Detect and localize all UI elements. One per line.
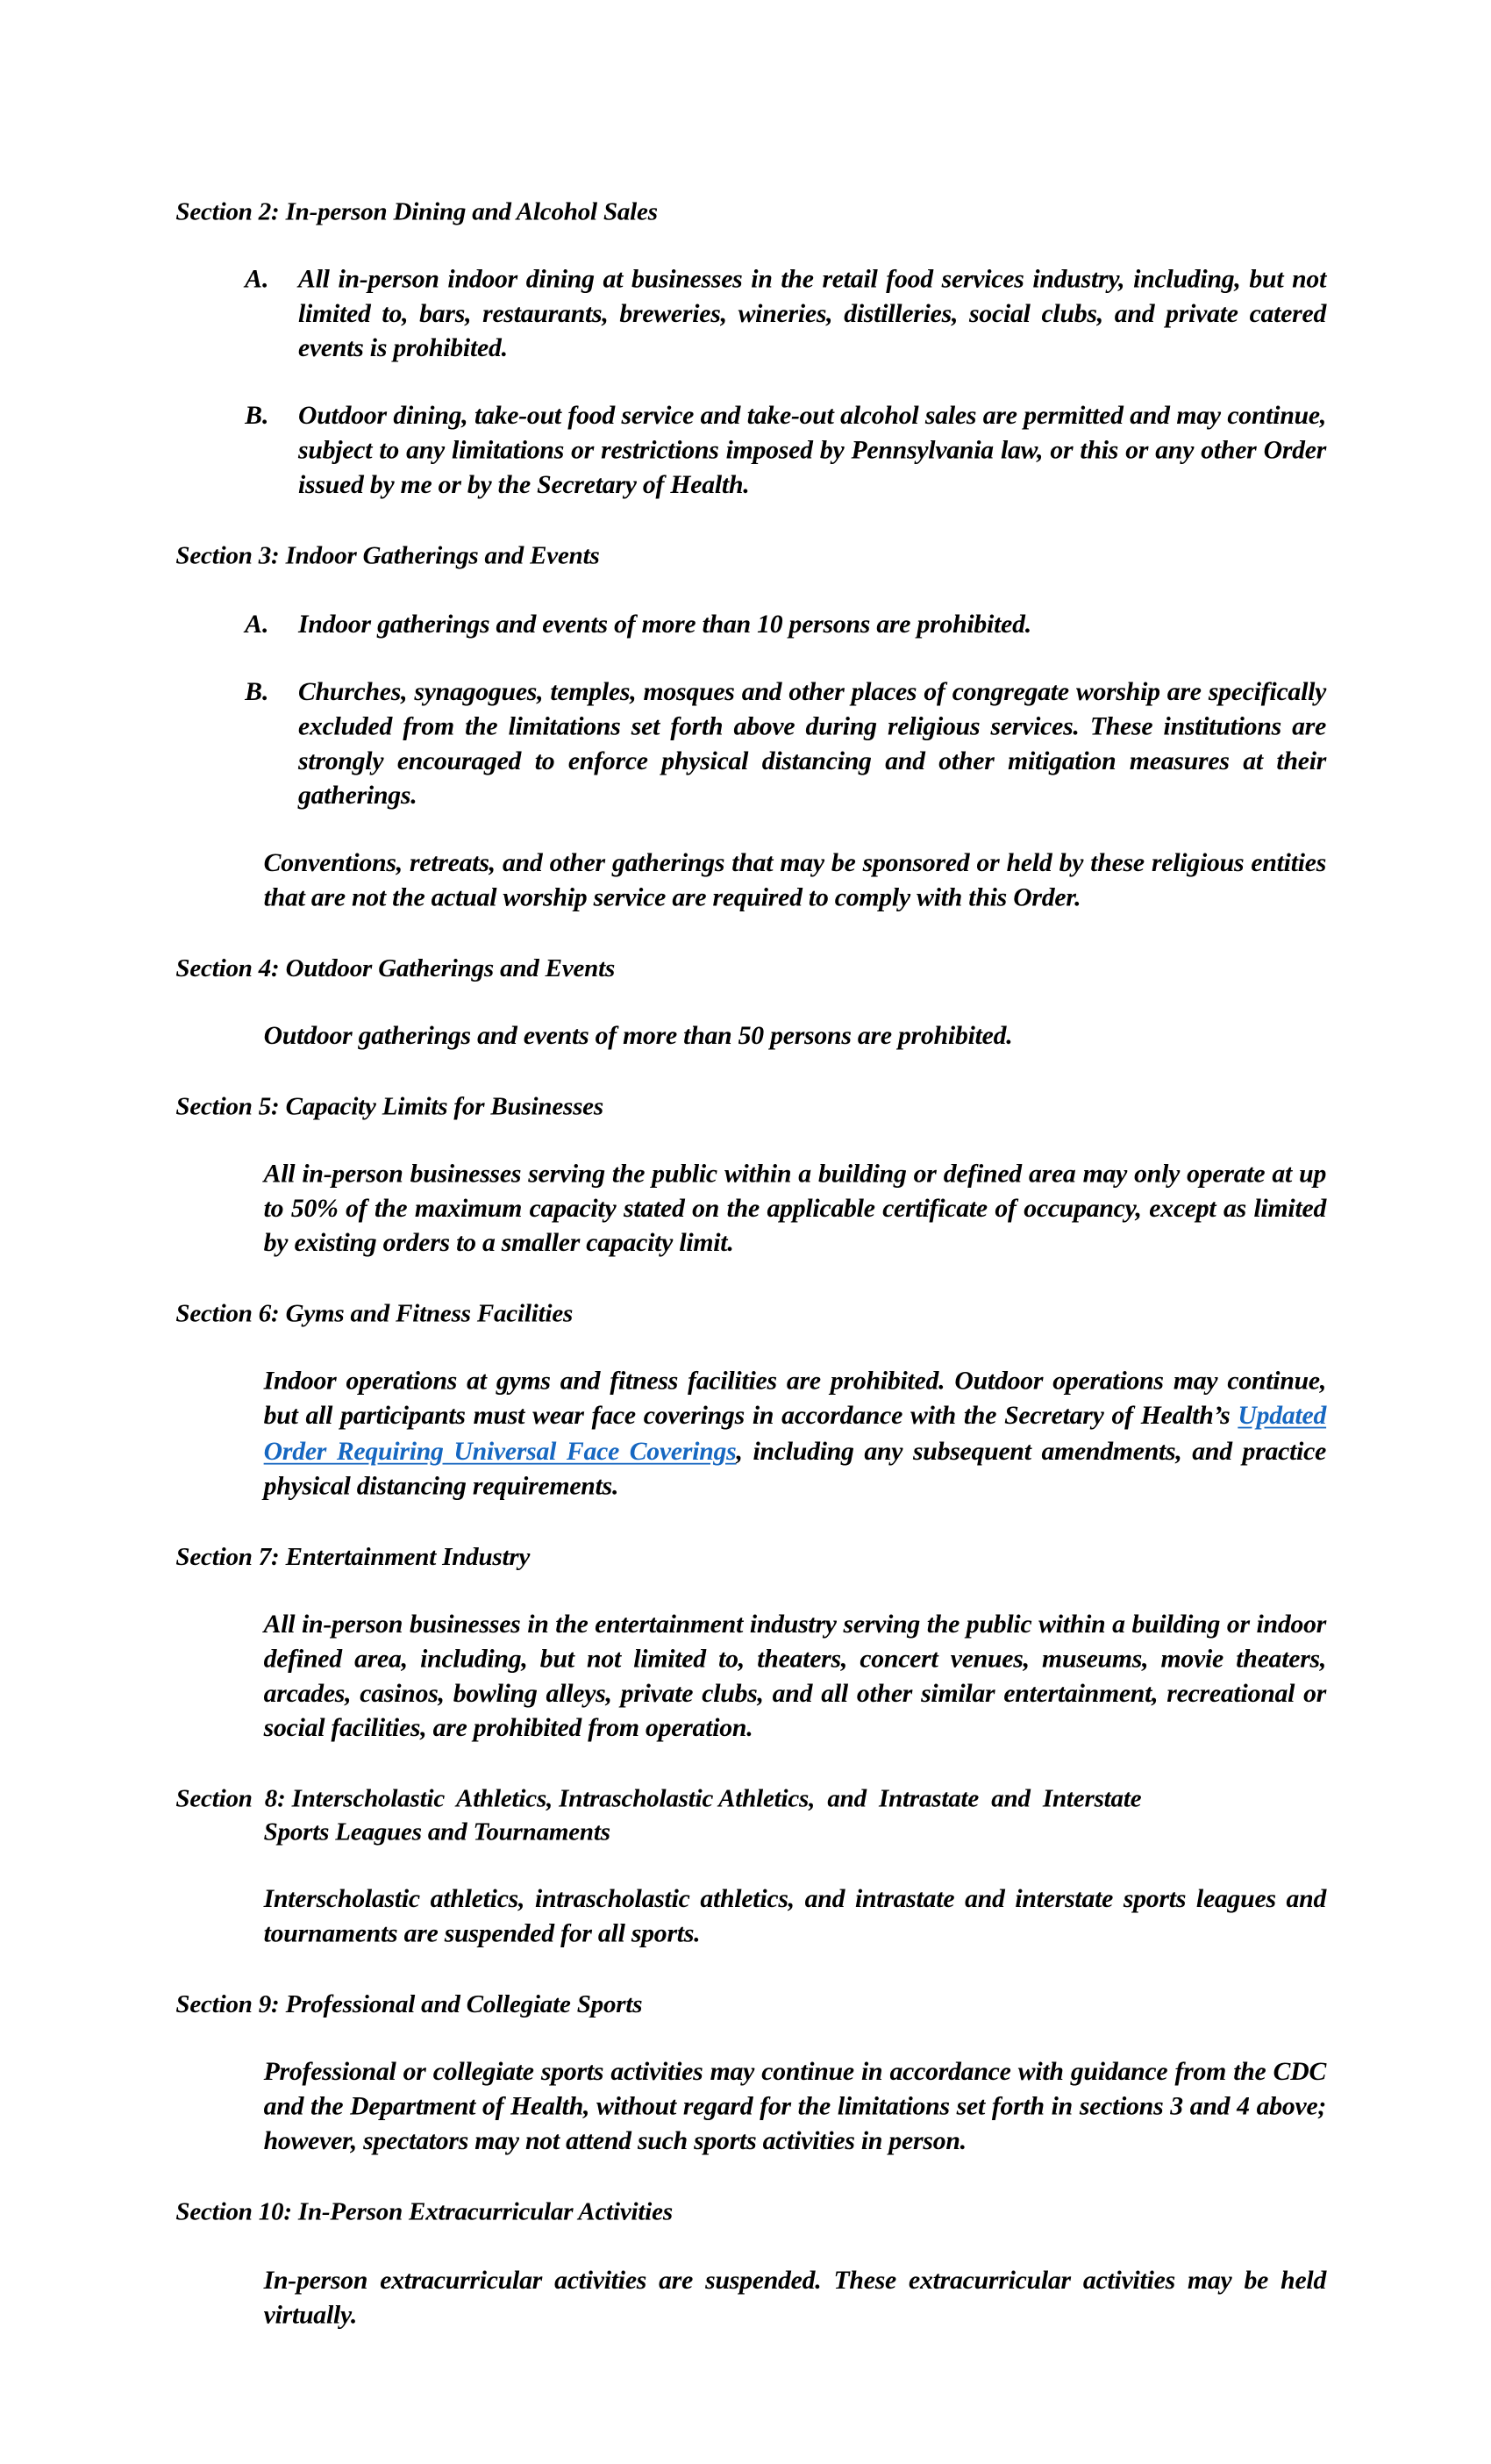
section-7-body: All in-person businesses in the entertainment industry serving the public within a building or indoor defined area, including, but not limited to, theaters, concert venues, museums, movie theaters, arcades, casinos, bowling alleys, private clubs, and all other similar entertainment, recreational or social facilities, are prohibited from operation. (263, 1608, 1327, 1743)
section-5-heading: Section 5: Capacity Limits for Businesses (175, 1092, 603, 1121)
spacer (175, 1574, 1326, 1607)
section-6-heading: Section 6: Gyms and Fitness Facilities (175, 1300, 574, 1329)
section-8-body: Interscholastic athletics, intrascholastic athletics, and intrastate and interstate sports leagues and tournaments are suspended for all sports. (263, 1883, 1327, 1948)
section-10-body: In-person extracurricular activities are suspended. These extracurricular activities may be held virtually. (263, 2264, 1327, 2329)
section-9-heading: Section 9: Professional and Collegiate Sports (175, 1990, 643, 2019)
spacer (175, 813, 1326, 846)
section-2-item-b (245, 399, 1326, 503)
section-4-body: Outdoor gatherings and events of more than 50 persons are prohibited. (263, 1020, 1013, 1051)
spacer (175, 986, 1326, 1019)
section-3-item-b (245, 675, 1326, 813)
spacer (175, 641, 1326, 675)
section-6-text-before-link: Indoor operations at gyms and fitness facilities are prohibited. Outdoor operations may continue, but all participants must wear face coverings in accordance with the Secretary of Health’s (263, 1366, 1327, 1431)
section-2-heading: Section 2: In-person Dining and Alcohol Sales (175, 197, 658, 226)
spacer (175, 1849, 1326, 1882)
list-marker: B. (245, 675, 269, 706)
section-10-heading: Section 10: In-Person Extracurricular Activities (175, 2198, 673, 2227)
updated-face-coverings-order-link[interactable]: Updated Order Requiring Universal Face Coverings (263, 1400, 1327, 1466)
section-3-heading: Section 3: Indoor Gatherings and Events (175, 542, 600, 571)
list-marker: B. (245, 400, 269, 431)
list-item-text: Indoor gatherings and events of more than 10 persons are prohibited. (298, 608, 1031, 639)
spacer (175, 1053, 1326, 1091)
section-4-heading: Section 4: Outdoor Gatherings and Events (175, 953, 616, 983)
spacer (175, 2159, 1326, 2196)
list-marker: A. (245, 608, 269, 639)
spacer (175, 1124, 1326, 1157)
section-6-body (264, 1365, 1326, 1503)
spacer (175, 1952, 1326, 1989)
spacer (175, 915, 1326, 953)
spacer (175, 1261, 1326, 1299)
list-marker: A. (245, 263, 269, 294)
section-9-body: Professional or collegiate sports activities may continue in accordance with guidance from the CDC and the Department of Health, without regard for the limitations set forth in sections 3 and 4 above; however, spectators may not attend such sports activities in person. (263, 2056, 1327, 2156)
section-8-heading (175, 1783, 1326, 1849)
spacer (175, 1746, 1326, 1783)
list-item-text: All in-person indoor dining at businesses in the retail food services industry, including, but not limited to, bars, restaurants, breweries, wineries, distilleries, social clubs, and private catered events is prohibited. (298, 263, 1327, 363)
section-5-body: All in-person businesses serving the public within a building or defined area may only operate at up to 50% of the maximum capacity stated on the applicable certificate of occupancy, except as limited by existing orders to a smaller capacity limit. (263, 1158, 1327, 1258)
spacer (175, 229, 1326, 262)
spacer (175, 574, 1326, 607)
spacer (175, 1332, 1326, 1365)
spacer (175, 503, 1326, 540)
spacer (175, 366, 1326, 399)
section-6-text-after-link: , including any subsequent amendments, and practice physical distancing requirements. (263, 1435, 1327, 1500)
list-item-text: Outdoor dining, take-out food service and take-out alcohol sales are permitted and may continue, subject to any limitations or restrictions imposed by Pennsylvania law, or this or any other Order issued by me or by the Secretary of Health. (298, 400, 1327, 500)
spacer (175, 2230, 1326, 2263)
section-7-heading: Section 7: Entertainment Industry (175, 1542, 531, 1571)
section-3-item-a (245, 607, 1326, 641)
section-8-heading-line-2: Sports Leagues and Tournaments (263, 1818, 610, 1846)
document-body-column (175, 196, 1326, 2332)
spacer (175, 2022, 1326, 2055)
spacer (175, 1503, 1326, 1541)
section-2-item-a (245, 262, 1326, 366)
list-item-text: Churches, synagogues, temples, mosques and other places of congregate worship are specifically excluded from the limitations set forth above during religious services. These institutions are strongly encouraged to enforce physical distancing and other mitigation measures at their gatherings. (298, 675, 1327, 810)
section-8-heading-line-1: Section 8: Interscholastic Athletics, Intrascholastic Athletics, and Intrastate and Interstate (175, 1784, 1142, 1813)
section-3-item-b-paragraph-2: Conventions, retreats, and other gatherings that may be sponsored or held by these religious entities that are not the actual worship service are required to comply with this Order. (263, 846, 1327, 912)
